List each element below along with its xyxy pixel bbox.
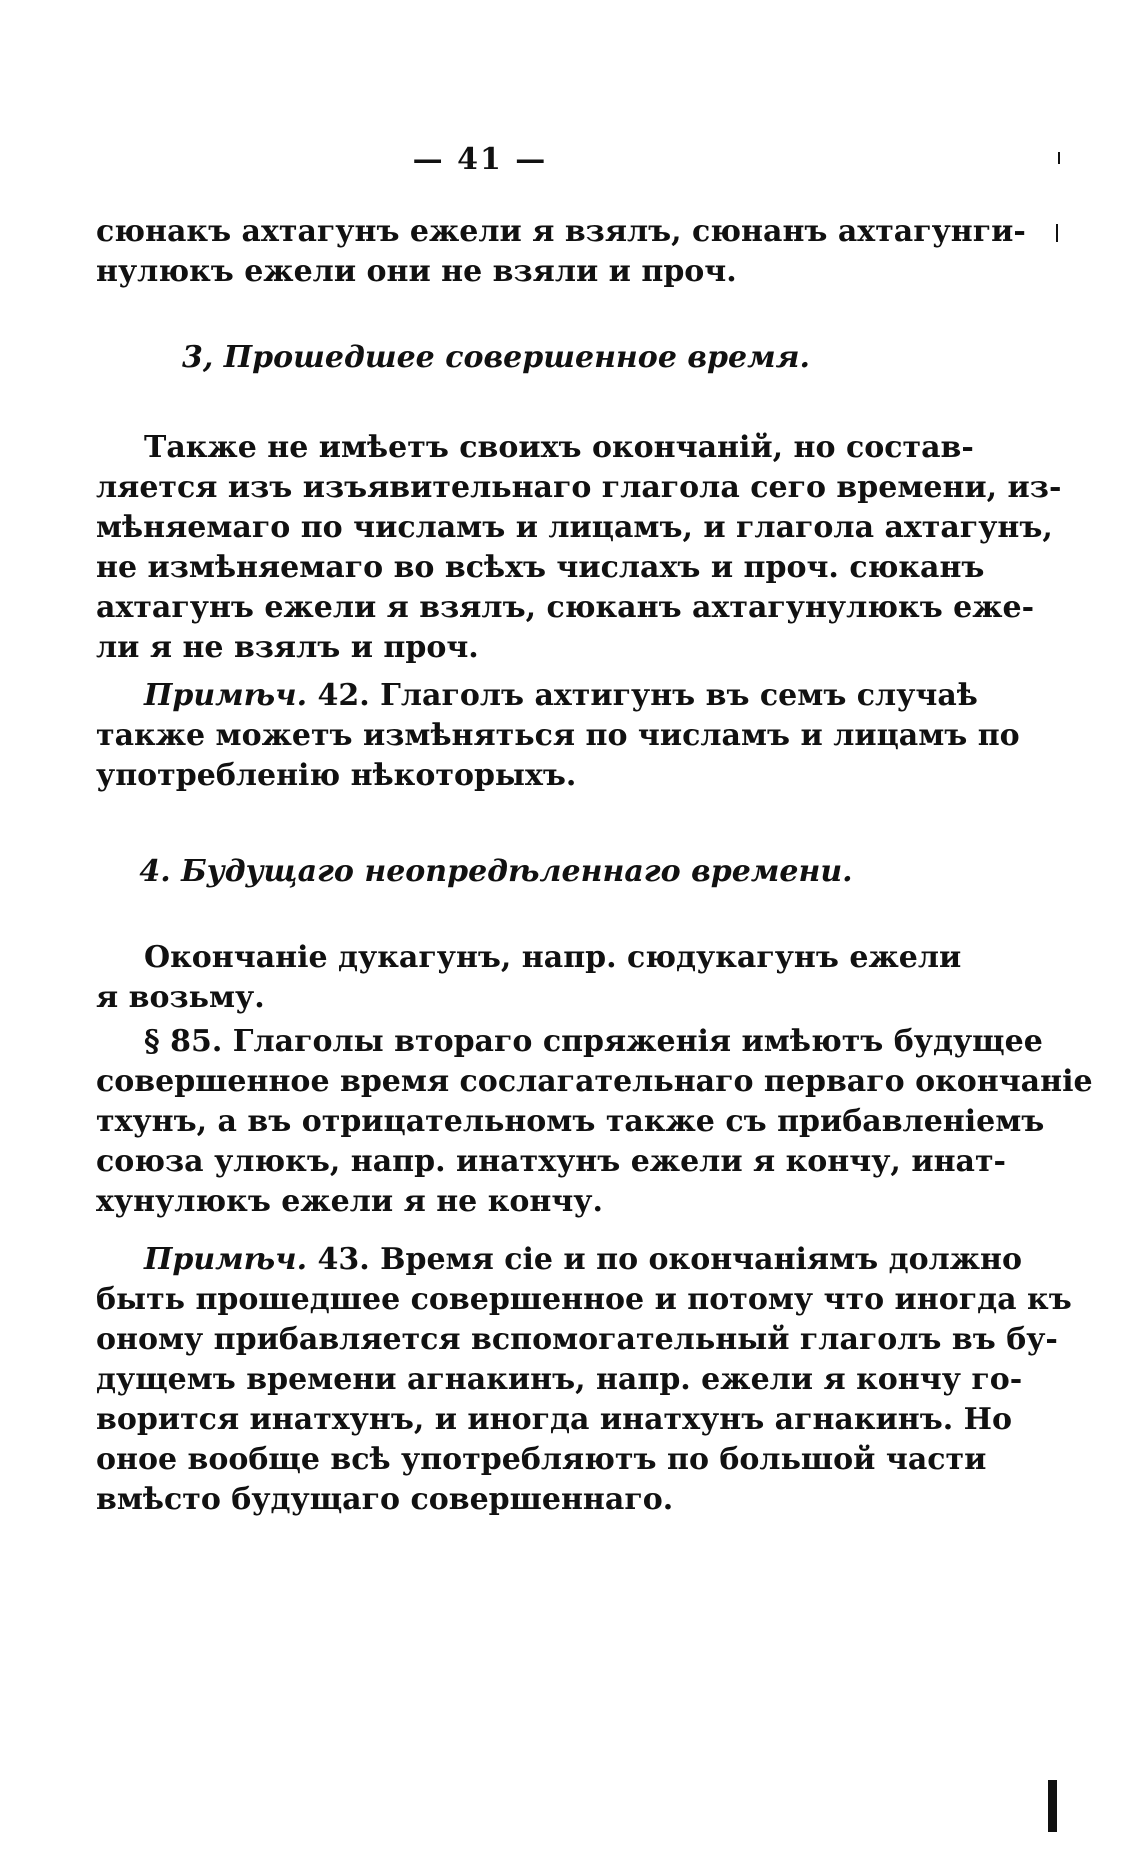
note-label: Примѣч. [144,678,308,713]
text-line: сюнакъ ахтагунъ ежели я взялъ, сюнанъ ахтагунги- [96,214,1026,249]
text-line: Также не имѣетъ своихъ окончаній, но состав- [144,430,974,465]
text-line: 43. Время сіе и по окончаніямъ должно [317,1242,1023,1277]
text-line: ворится инатхунъ, и иногда инатхунъ агнакинъ. Но [96,1402,1012,1437]
note-42 [96,676,1020,796]
text-line: нулюкъ ежели они не взяли и проч. [96,254,737,289]
text-line: 42. Глаголъ ахтигунъ въ семъ случаѣ [317,678,978,713]
text-line: я возьму. [96,980,265,1015]
text-line: мѣняемаго по числамъ и лицамъ, и глагола ахтагунъ, [96,510,1053,545]
text-line: быть прошедшее совершенное и потому что иногда къ [96,1282,1072,1317]
section-heading-past-perfect: 3, Прошедшее совершенное время. [182,340,810,375]
text-line: ли я не взялъ и проч. [96,630,479,665]
text-line: ляется изъ изъявительнаго глагола сего времени, из- [96,470,1062,505]
text-line: оному прибавляется вспомогательный глаголъ въ бу- [96,1322,1058,1357]
text-line: не измѣняемаго во всѣхъ числахъ и проч. сюканъ [96,550,985,585]
text-line: совершенное время сослагательнаго перваго окончаніе [96,1064,1093,1099]
text-line: союза улюкъ, напр. инатхунъ ежели я кончу, инат- [96,1144,1007,1179]
note-label: Примѣч. [144,1242,308,1277]
paragraph-past-perfect [96,428,1062,668]
text-line: ахтагунъ ежели я взялъ, сюканъ ахтагунулюкъ еже- [96,590,1035,625]
text-line: дущемъ времени агнакинъ, напр. ежели я кончу го- [96,1362,1023,1397]
text-line: оное вообще всѣ употребляютъ по большой части [96,1442,987,1477]
text-line: употребленію нѣкоторыхъ. [96,758,577,793]
text-line: Окончаніе дукагунъ, напр. сюдукагунъ ежели [144,940,962,975]
note-first-line [96,676,978,716]
note-43 [96,1240,1072,1520]
text-line: § 85. Глаголы втораго спряженія имѣютъ будущее [144,1024,1043,1059]
text-line: также можетъ измѣняться по числамъ и лицамъ по [96,718,1020,753]
scan-mark [1058,152,1060,164]
scan-mark [1048,1780,1057,1832]
scan-mark [1056,224,1058,242]
text-line: вмѣсто будущаго совершеннаго. [96,1482,674,1517]
paragraph-future-indefinite [96,938,962,1018]
page-number: — 41 — [412,142,548,177]
section-heading-future-indefinite: 4. Будущаго неопредѣленнаго времени. [139,854,853,889]
note-first-line [96,1240,1023,1280]
paragraph-continuation [96,212,1026,292]
text-line: тхунъ, а въ отрицательномъ также съ прибавленіемъ [96,1104,1045,1139]
text-line: хунулюкъ ежели я не кончу. [96,1184,603,1219]
section-85 [96,1022,1093,1222]
